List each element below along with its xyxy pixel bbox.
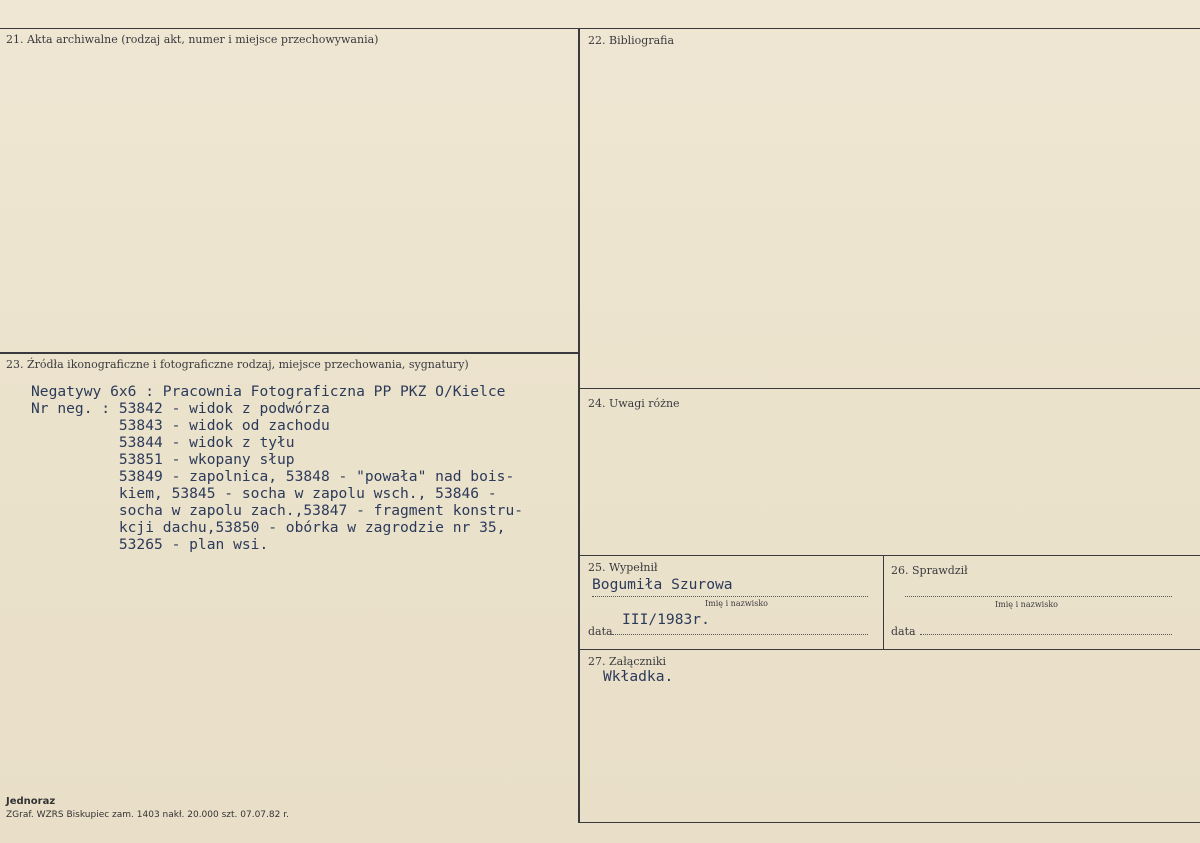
section-23-typed-line: 53851 - wkopany słup — [31, 451, 295, 468]
section-27-label: 27. Załączniki — [588, 655, 667, 668]
divider-section-22-24 — [580, 388, 1200, 389]
section-22-label: 22. Bibliografia — [588, 34, 675, 47]
checked-by-date-line — [920, 634, 1172, 635]
divider-section-25-26 — [883, 556, 884, 650]
section-23-typed-line: 53844 - widok z tyłu — [31, 434, 295, 451]
filled-by-name-caption: Imię i nazwisko — [705, 599, 768, 608]
section-26-label: 26. Sprawdził — [891, 564, 968, 577]
section-25-label: 25. Wypełnił — [588, 561, 658, 574]
filled-by-date: III/1983r. — [622, 611, 710, 628]
section-21-label: 21. Akta archiwalne (rodzaj akt, numer i miejsce przechowywania) — [6, 33, 379, 46]
divider-top — [0, 28, 1200, 29]
filled-by-date-line — [612, 634, 868, 635]
checked-by-date-label: data — [891, 625, 916, 638]
section-23-typed-line: 53843 - widok od zachodu — [31, 417, 330, 434]
divider-vertical-main — [578, 28, 580, 823]
attachments-value: Wkładka. — [603, 668, 674, 685]
filled-by-date-label: data — [588, 625, 613, 638]
section-23-label: 23. Źródła ikonograficzne i fotograficzne rodzaj, miejsce przechowania, sygnatury) — [6, 358, 469, 371]
section-24-label: 24. Uwagi różne — [588, 397, 680, 410]
section-23-typed-line: Negatywy 6x6 : Pracownia Fotograficzna PP PKZ O/Kielce — [31, 383, 506, 400]
divider-section-24-25 — [580, 555, 1200, 556]
filled-by-name: Bogumiła Szurowa — [592, 576, 733, 593]
section-23-typed-line: kiem, 53845 - socha w zapolu wsch., 53846 - — [31, 485, 497, 502]
section-23-typed-line: 53265 - plan wsi. — [31, 536, 269, 553]
checked-by-name-caption: Imię i nazwisko — [995, 600, 1058, 609]
checked-by-name-line — [905, 596, 1172, 597]
divider-section-25-27 — [580, 649, 1200, 650]
footer-line-1: Jednoraz — [6, 796, 56, 807]
divider-bottom-right — [580, 822, 1200, 823]
section-23-typed-line: socha w zapolu zach.,53847 - fragment konstru- — [31, 502, 524, 519]
section-23-typed-line: 53849 - zapolnica, 53848 - "powała" nad bois- — [31, 468, 515, 485]
section-23-typed-line: kcji dachu,53850 - obórka w zagrodzie nr 35, — [31, 519, 506, 536]
section-23-typed-line: Nr neg. : 53842 - widok z podwórza — [31, 400, 330, 417]
footer-line-2: ZGraf. WZRS Biskupiec zam. 1403 nakł. 20.000 szt. 07.07.82 r. — [6, 810, 289, 820]
filled-by-name-line — [592, 596, 868, 597]
divider-section-21-23 — [0, 352, 579, 354]
